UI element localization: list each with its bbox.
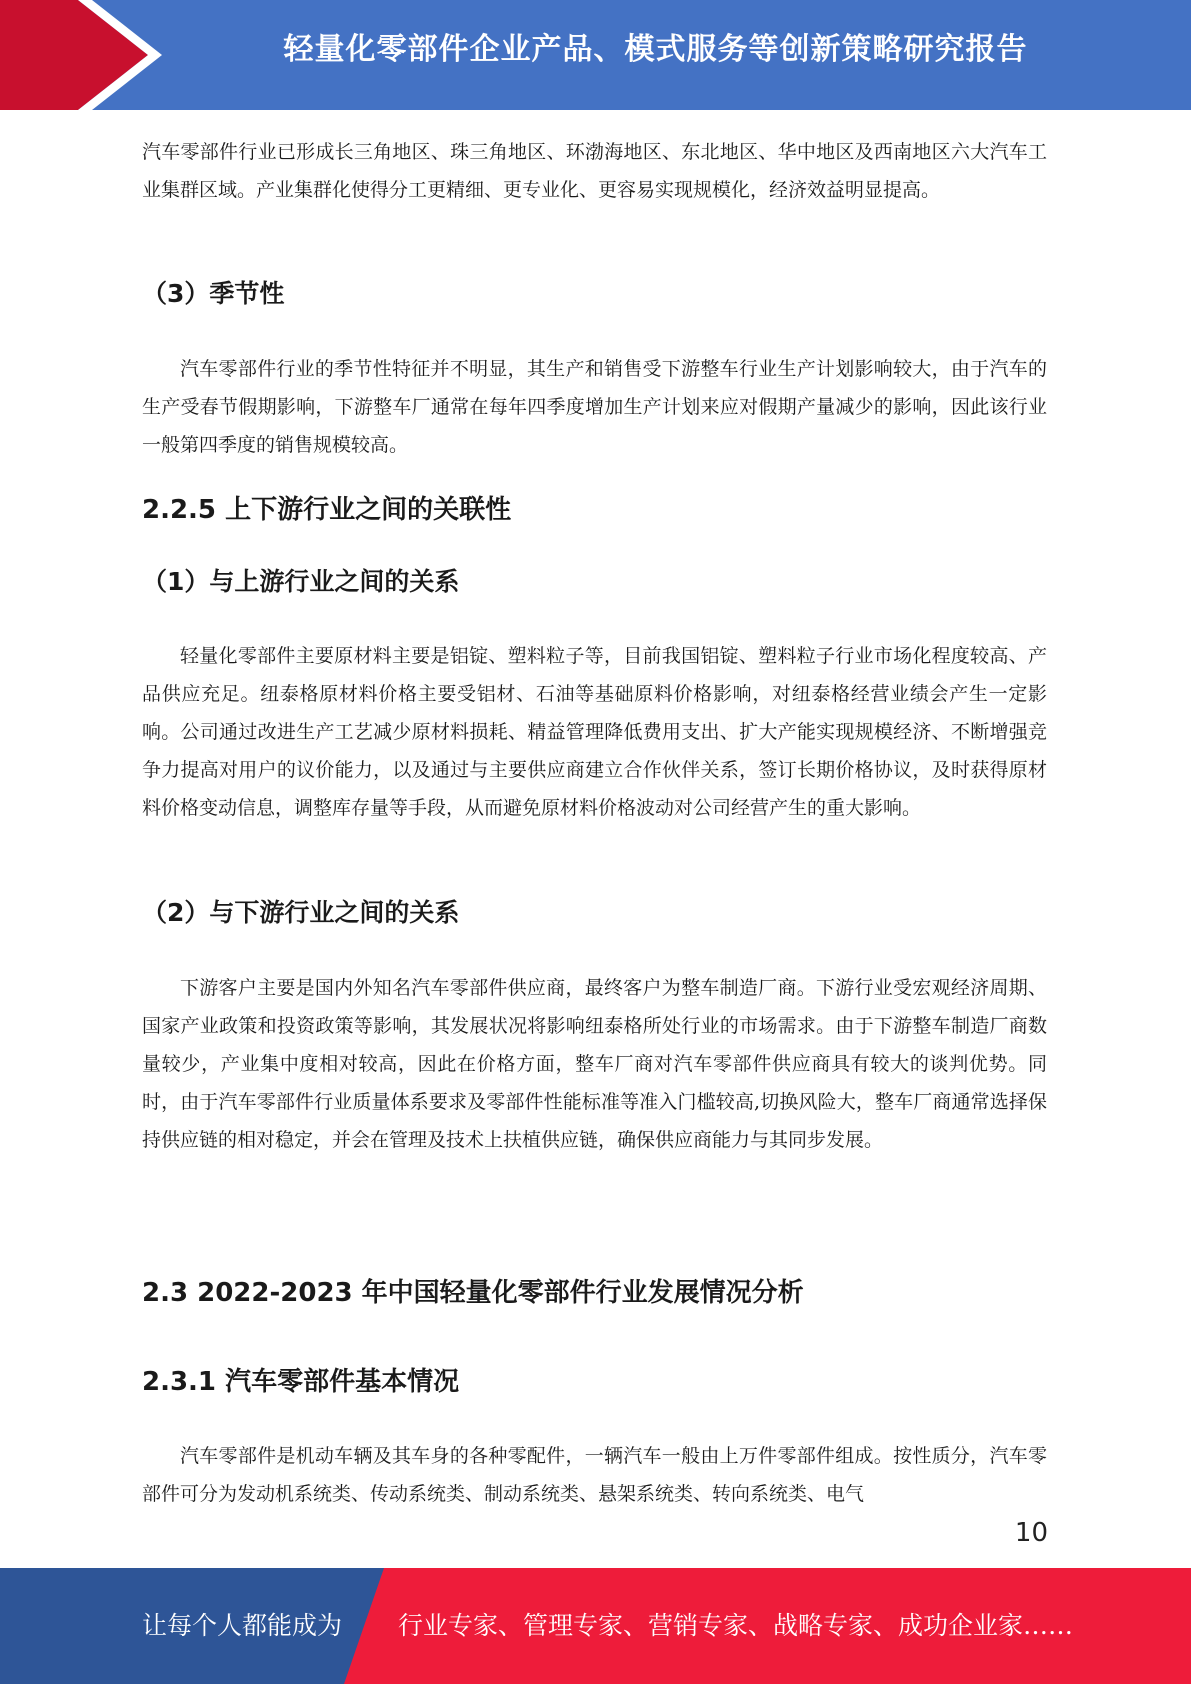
heading-downstream: （2）与下游行业之间的关系 <box>142 898 460 927</box>
paragraph-upstream: 轻量化零部件主要原材料主要是铝锭、塑料粒子等，目前我国铝锭、塑料粒子行业市场化程度较高、产品供应充足。纽泰格原材料价格主要受铝材、石油等基础原料价格影响，对纽泰格经营业绩会产生一定影响。公司通过改进生产工艺减少原材料损耗、精益管理降低费用支出、扩大产能实现规模经济、不断增强竞争力提高对用户的议价能力，以及通过与主要供应商建立合作伙伴关系，签订长期价格协议，及时获得原材料价格变动信息，调整库存量等手段，从而避免原材料价格波动对公司经营产生的重大影响。 <box>142 645 1047 819</box>
paragraph-downstream: 下游客户主要是国内外知名汽车零部件供应商，最终客户为整车制造厂商。下游行业受宏观经济周期、国家产业政策和投资政策等影响，其发展状况将影响纽泰格所处行业的市场需求。由于下游整车制造厂商数量较少，产业集中度相对较高，因此在价格方面，整车厂商对汽车零部件供应商具有较大的谈判优势。同时，由于汽车零部件行业质量体系要求及零部件性能标准等准入门槛较高,切换风险大，整车厂商通常选择保持供应链的相对稳定，并会在管理及技术上扶植供应链，确保供应商能力与其同步发展。 <box>142 977 1047 1151</box>
heading-section-2-2-5: 2.2.5 上下游行业之间的关联性 <box>142 495 512 525</box>
heading-upstream: （1）与上游行业之间的关系 <box>142 567 460 596</box>
heading-seasonality: （3）季节性 <box>142 279 285 308</box>
page-number: 10 <box>1014 1518 1048 1548</box>
paragraph-parts-basics: 汽车零部件是机动车辆及其车身的各种零配件，一辆汽车一般由上万件零部件组成。按性质分，汽车零部件可分为发动机系统类、传动系统类、制动系统类、悬架系统类、转向系统类、电气 <box>142 1445 1047 1505</box>
paragraph-industry-clusters: 汽车零部件行业已形成长三角地区、珠三角地区、环渤海地区、东北地区、华中地区及西南地区六大汽车工业集群区域。产业集群化使得分工更精细、更专业化、更容易实现规模化，经济效益明显提高。 <box>142 141 1047 201</box>
footer-slogan-right: 行业专家、管理专家、营销专家、战略专家、成功企业家…… <box>398 1611 1074 1640</box>
report-title: 轻量化零部件企业产品、模式服务等创新策略研究报告 <box>283 32 1028 67</box>
footer-slogan-left: 让每个人都能成为 <box>142 1611 343 1640</box>
page-footer <box>0 1568 1191 1684</box>
paragraph-seasonality: 汽车零部件行业的季节性特征并不明显，其生产和销售受下游整车行业生产计划影响较大，由于汽车的生产受春节假期影响，下游整车厂通常在每年四季度增加生产计划来应对假期产量减少的影响，因此该行业一般第四季度的销售规模较高。 <box>142 358 1047 456</box>
page-header <box>0 0 1191 110</box>
heading-section-2-3: 2.3 2022-2023 年中国轻量化零部件行业发展情况分析 <box>142 1278 804 1308</box>
heading-section-2-3-1: 2.3.1 汽车零部件基本情况 <box>142 1367 460 1397</box>
